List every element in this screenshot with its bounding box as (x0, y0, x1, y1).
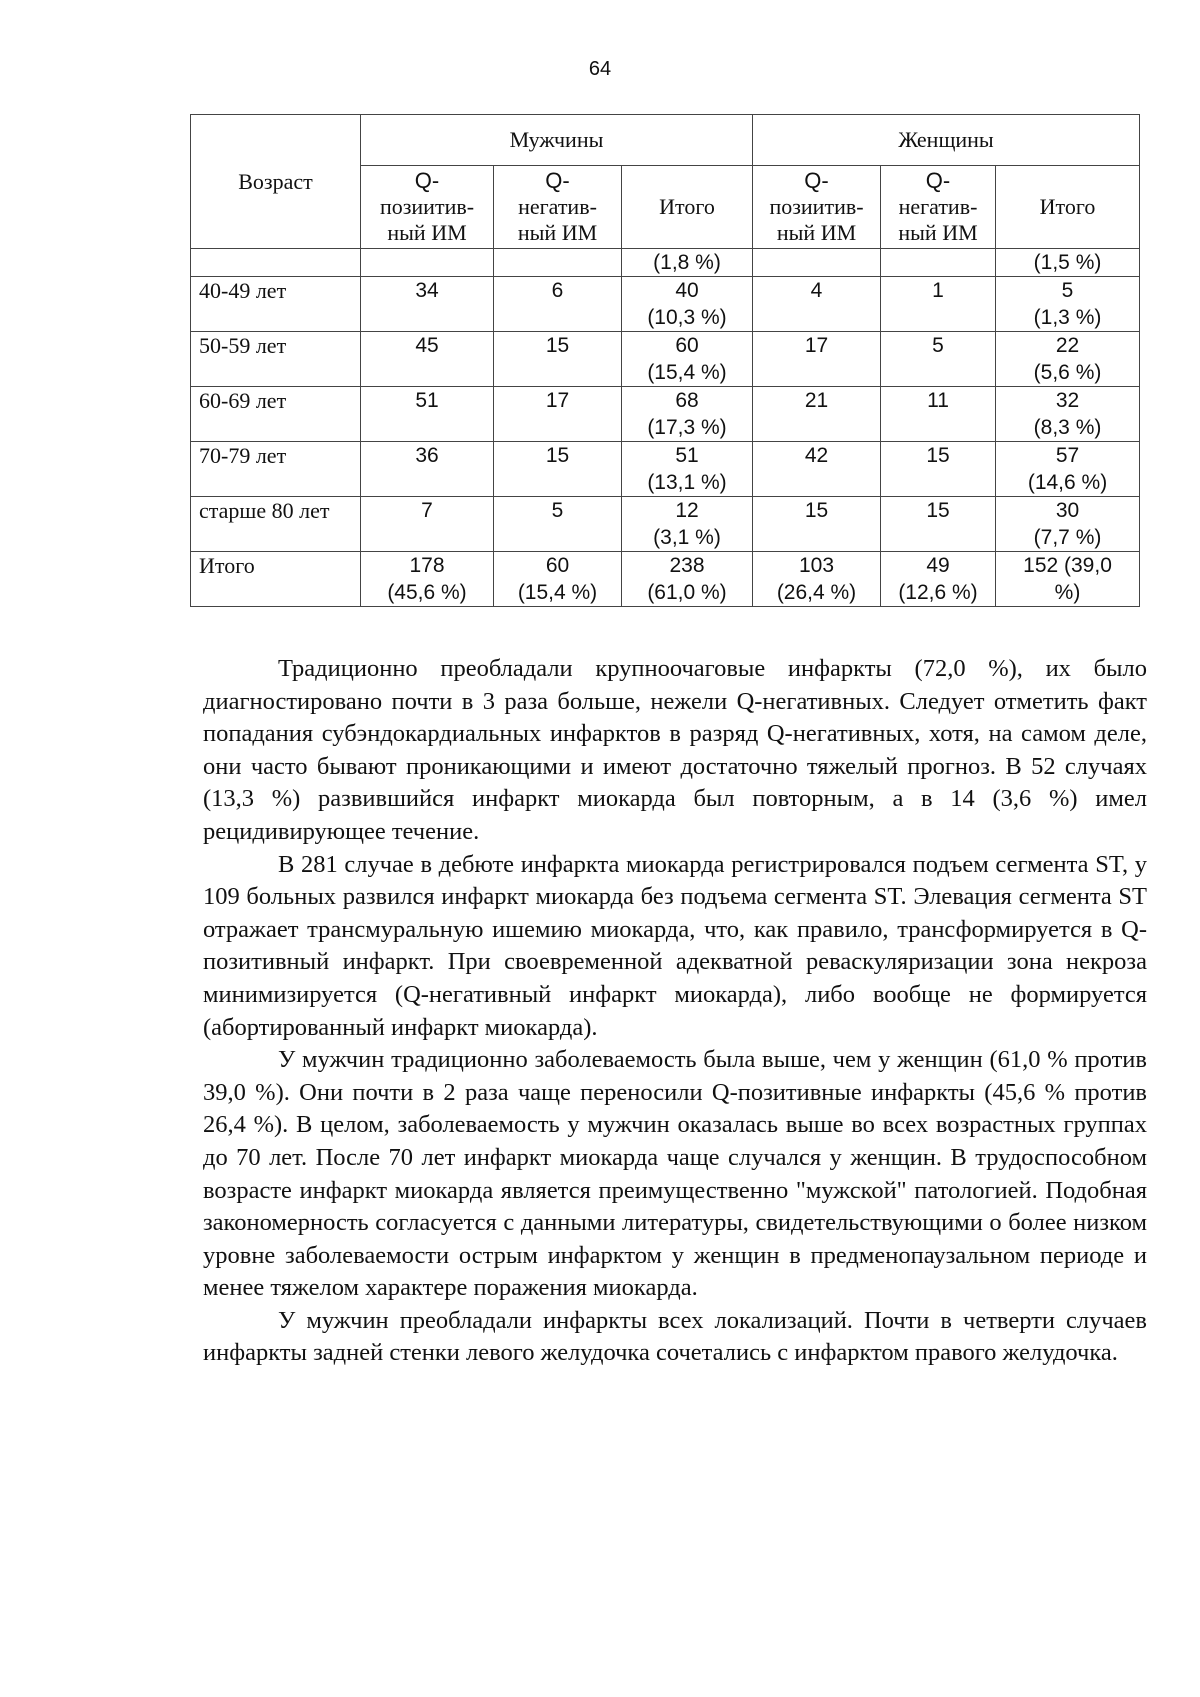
table-cell: 1 (881, 277, 996, 332)
table-cell: 15 (494, 332, 622, 387)
table-cell: 22 (5,6 %) (996, 332, 1140, 387)
table-cell: 42 (753, 442, 881, 497)
table-cell: 36 (361, 442, 494, 497)
table-cell-age: Итого (191, 552, 361, 607)
table-cell: 17 (494, 387, 622, 442)
paragraph: У мужчин традиционно заболеваемость была выше, чем у женщин (61,0 % против 39,0 %). Они почти в 2 раза чаще переносили Q-позитивные инфаркты (45,6 % против 26,4 %). В целом, заболеваемость у мужчин оказалась выше во всех возрастных группах до 70 лет. После 70 лет инфаркт миокарда чаще случался у женщин. В трудоспособном возрасте инфаркт миокарда является преимущественно "мужской" патологией. Подобная закономерность согласуется с данными литературы, свидетельствующими о более низком уровне заболеваемости острым инфарктом у женщин в предменопаузальном периоде и менее тяжелом характере поражения миокарда. (203, 1046, 1147, 1302)
men-q-positive-header: Q- позиитив- ный ИМ (361, 166, 494, 249)
table-cell (191, 249, 361, 277)
table-cell: (1,5 %) (996, 249, 1140, 277)
table-cell: 57 (14,6 %) (996, 442, 1140, 497)
men-q-negative-header: Q- негатив- ный ИМ (494, 166, 622, 249)
table-cell: 21 (753, 387, 881, 442)
table-cell: 15 (881, 442, 996, 497)
table-cell-age: 50-59 лет (191, 332, 361, 387)
table-cell-age: старше 80 лет (191, 497, 361, 552)
table-cell: 15 (494, 442, 622, 497)
table-cell: 6 (494, 277, 622, 332)
table-cell: 60 (15,4 %) (494, 552, 622, 607)
table-cell: 34 (361, 277, 494, 332)
table-cell-age: 60-69 лет (191, 387, 361, 442)
table-row (191, 442, 1140, 497)
table-cell: 15 (753, 497, 881, 552)
table-cell: 5 (1,3 %) (996, 277, 1140, 332)
table-total-row (191, 552, 1140, 607)
table-row (191, 387, 1140, 442)
table-cell: 178 (45,6 %) (361, 552, 494, 607)
paragraph: У мужчин преобладали инфаркты всех локализаций. Почти в четверти случаев инфаркты задней стенки левого желудочка сочетались с инфарктом правого желудочка. (203, 1306, 1147, 1367)
table-cell: 4 (753, 277, 881, 332)
table-cell (753, 249, 881, 277)
table-cell: 45 (361, 332, 494, 387)
table-row (191, 332, 1140, 387)
table-cell: 7 (361, 497, 494, 552)
table-cell: (1,8 %) (622, 249, 753, 277)
table-cell: 49 (12,6 %) (881, 552, 996, 607)
table-cell: 60 (15,4 %) (622, 332, 753, 387)
table-header-row (191, 115, 1140, 166)
table-cell: 51 (13,1 %) (622, 442, 753, 497)
paragraph: Традиционно преобладали крупноочаговые инфаркты (72,0 %), их было диагностировано почти в 3 раза больше, нежели Q-негативных. Следует отметить факт попадания субэндокардиальных инфарктов в разряд Q-негативных, хотя, на самом деле, они часто бывают проникающими и имеют достаточно тяжелый прогноз. В 52 случаях (13,3 %) развившийся инфаркт миокарда был повторным, а в 14 (3,6 %) имел рецидивирующее течение. (203, 655, 1147, 845)
age-distribution-table (190, 114, 1140, 607)
men-header: Мужчины (361, 115, 753, 166)
table-row (191, 277, 1140, 332)
women-total-header: Итого (996, 166, 1140, 249)
table-cell: 152 (39,0 %) (996, 552, 1140, 607)
women-q-negative-header: Q- негатив- ный ИМ (881, 166, 996, 249)
table-cell: 238 (61,0 %) (622, 552, 753, 607)
table-carry-row (191, 249, 1140, 277)
table-cell: 40 (10,3 %) (622, 277, 753, 332)
table-cell: 5 (494, 497, 622, 552)
table-row (191, 497, 1140, 552)
table-cell (881, 249, 996, 277)
table-cell: 30 (7,7 %) (996, 497, 1140, 552)
body-text (203, 653, 1147, 1370)
men-total-header: Итого (622, 166, 753, 249)
table-cell: 5 (881, 332, 996, 387)
table-cell-age: 40-49 лет (191, 277, 361, 332)
table-cell (361, 249, 494, 277)
table-cell (494, 249, 622, 277)
table-cell: 11 (881, 387, 996, 442)
table-cell: 51 (361, 387, 494, 442)
age-header: Возраст (191, 115, 361, 249)
women-q-positive-header: Q- позиитив- ный ИМ (753, 166, 881, 249)
table-cell: 103 (26,4 %) (753, 552, 881, 607)
table-cell-age: 70-79 лет (191, 442, 361, 497)
page-number: 64 (588, 58, 612, 80)
women-header: Женщины (753, 115, 1140, 166)
table-cell: 15 (881, 497, 996, 552)
table-cell: 68 (17,3 %) (622, 387, 753, 442)
table-cell: 17 (753, 332, 881, 387)
paragraph: В 281 случае в дебюте инфаркта миокарда регистрировался подъем сегмента ST, у 109 больных развился инфаркт миокарда без подъема сегмента ST. Элевация сегмента ST отражает трансмуральную ишемию миокарда, что, как правило, трансформируется в Q-позитивный инфаркт. При своевременной адекватной реваскуляризации зона некроза минимизируется (Q-негативный инфаркт миокарда), либо вообще не формируется (абортированный инфаркт миокарда). (203, 850, 1147, 1041)
table-cell: 32 (8,3 %) (996, 387, 1140, 442)
table-cell: 12 (3,1 %) (622, 497, 753, 552)
